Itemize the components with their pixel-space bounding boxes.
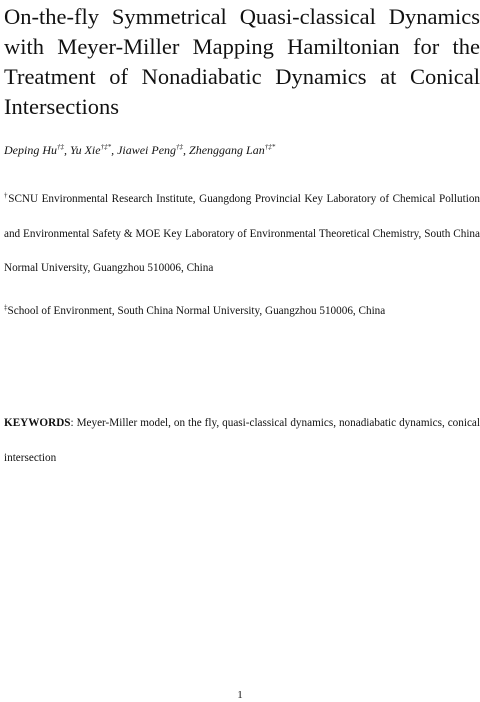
- keywords-label: KEYWORDS: [4, 417, 71, 429]
- author-marks: †‡*: [100, 143, 112, 151]
- keywords: [4, 406, 480, 475]
- author-separator: ,: [111, 143, 118, 157]
- author-list: [4, 141, 275, 159]
- affiliation-text: SCNU Environmental Research Institute, Guangdong Provincial Key Laboratory of Chemical Pollution and Environmental Safety & MOE Key Laboratory of Environmental Theoretical Chemistry, South China Normal University, Guangzhou 510006, China: [4, 193, 480, 274]
- author-entry: [70, 143, 117, 157]
- affiliation-mark: ‡: [4, 303, 8, 312]
- author-name: Zhenggang Lan: [189, 143, 265, 157]
- affiliation-text: School of Environment, South China Normal University, Guangzhou 510006, China: [7, 305, 386, 317]
- affiliation: [4, 294, 480, 329]
- affiliation: [4, 182, 480, 286]
- page-number: 1: [237, 689, 243, 701]
- paper-title: On-the-fly Symmetrical Quasi-classical Dynamics with Meyer-Miller Mapping Hamiltonian for the Treatment of Nonadiabatic Dynamics at Conical Intersections: [4, 4, 480, 119]
- author-marks: †‡: [176, 143, 184, 151]
- author-marks: †‡: [57, 143, 64, 151]
- author-entry: [117, 143, 189, 157]
- author-separator: ,: [183, 143, 190, 157]
- author-name: Jiawei Peng: [117, 143, 177, 157]
- author-entry: [4, 143, 70, 157]
- author-separator: ,: [64, 143, 70, 157]
- affiliation-mark: †: [4, 191, 9, 200]
- author-name: Deping Hu: [4, 143, 57, 157]
- author-marks: †‡*: [264, 143, 276, 151]
- author-entry: [189, 143, 275, 157]
- keywords-text: : Meyer-Miller model, on the fly, quasi-classical dynamics, nonadiabatic dynamics, conical intersection: [4, 417, 480, 464]
- author-name: Yu Xie: [70, 143, 101, 157]
